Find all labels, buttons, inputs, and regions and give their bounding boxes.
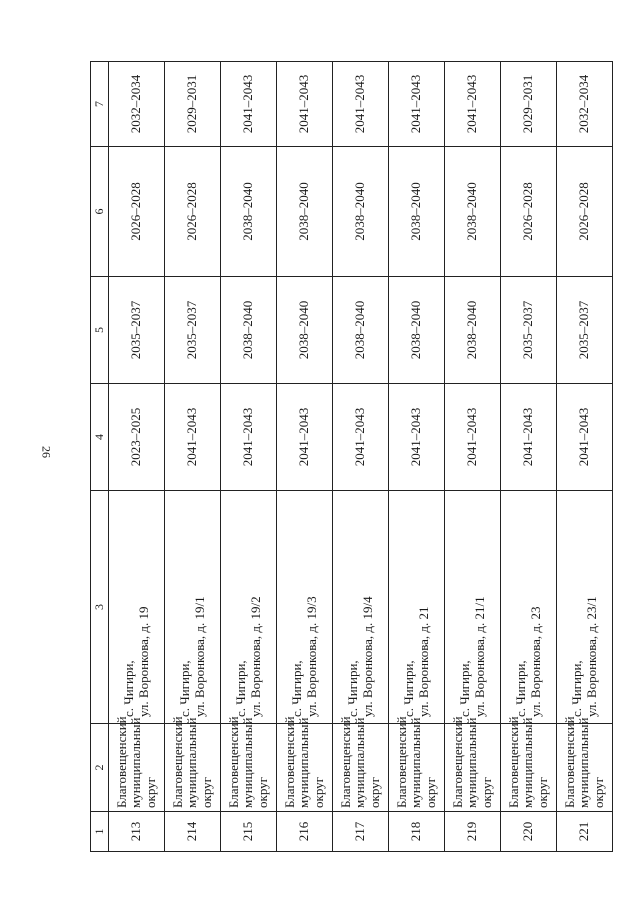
period-col4: 2041–2043 bbox=[389, 384, 445, 491]
schedule-table bbox=[90, 61, 613, 852]
district-cell: Благовещенский муниципальный округ bbox=[501, 724, 557, 812]
period-col6: 2026–2028 bbox=[557, 147, 613, 277]
period-col6: 2038–2040 bbox=[389, 147, 445, 277]
column-header-7: 7 bbox=[91, 62, 109, 147]
table-row bbox=[109, 62, 165, 852]
period-col5: 2038–2040 bbox=[333, 277, 389, 384]
district-cell: Благовещенский муниципальный округ bbox=[333, 724, 389, 812]
district-cell: Благовещенский муниципальный округ bbox=[277, 724, 333, 812]
period-col6: 2026–2028 bbox=[109, 147, 165, 277]
column-header-5: 5 bbox=[91, 277, 109, 384]
period-col5: 2038–2040 bbox=[277, 277, 333, 384]
column-header-4: 4 bbox=[91, 384, 109, 491]
address-cell bbox=[221, 491, 277, 724]
address-locality: с. Чигири, bbox=[344, 660, 360, 717]
period-col7: 2029–2031 bbox=[501, 62, 557, 147]
address-cell bbox=[109, 491, 165, 724]
row-number: 216 bbox=[277, 812, 333, 852]
table-body bbox=[109, 62, 613, 852]
address-street: ул. Воронкова, д. 19/4 bbox=[359, 596, 375, 717]
period-col5: 2035–2037 bbox=[109, 277, 165, 384]
row-number: 221 bbox=[557, 812, 613, 852]
row-number: 213 bbox=[109, 812, 165, 852]
address-cell bbox=[165, 491, 221, 724]
period-col6: 2026–2028 bbox=[165, 147, 221, 277]
district-cell: Благовещенский муниципальный округ bbox=[445, 724, 501, 812]
address-street: ул. Воронкова, д. 21 bbox=[415, 606, 431, 717]
period-col4: 2041–2043 bbox=[333, 384, 389, 491]
address-cell bbox=[277, 491, 333, 724]
period-col7: 2041–2043 bbox=[221, 62, 277, 147]
row-number: 215 bbox=[221, 812, 277, 852]
period-col7: 2041–2043 bbox=[277, 62, 333, 147]
period-col5: 2038–2040 bbox=[445, 277, 501, 384]
period-col7: 2041–2043 bbox=[445, 62, 501, 147]
address-cell bbox=[389, 491, 445, 724]
period-col6: 2038–2040 bbox=[333, 147, 389, 277]
period-col5: 2035–2037 bbox=[557, 277, 613, 384]
period-col7: 2041–2043 bbox=[333, 62, 389, 147]
address-locality: с. Чигири, bbox=[232, 660, 248, 717]
table-row bbox=[445, 62, 501, 852]
address-locality: с. Чигири, bbox=[456, 660, 472, 717]
district-cell: Благовещенский муниципальный округ bbox=[389, 724, 445, 812]
address-locality: с. Чигири, bbox=[176, 660, 192, 717]
table-row bbox=[501, 62, 557, 852]
address-street: ул. Воронкова, д. 19/3 bbox=[303, 596, 319, 717]
period-col5: 2035–2037 bbox=[165, 277, 221, 384]
address-cell bbox=[445, 491, 501, 724]
address-street: ул. Воронкова, д. 23 bbox=[527, 606, 543, 717]
row-number: 217 bbox=[333, 812, 389, 852]
period-col7: 2032–2034 bbox=[557, 62, 613, 147]
period-col4: 2041–2043 bbox=[557, 384, 613, 491]
address-street: ул. Воронкова, д. 21/1 bbox=[471, 596, 487, 717]
period-col4: 2023–2025 bbox=[109, 384, 165, 491]
header-row bbox=[91, 62, 109, 852]
district-cell: Благовещенский муниципальный округ bbox=[221, 724, 277, 812]
column-header-2: 2 bbox=[91, 724, 109, 812]
address-cell bbox=[501, 491, 557, 724]
address-locality: с. Чигири, bbox=[120, 660, 136, 717]
table-row bbox=[165, 62, 221, 852]
table-row bbox=[221, 62, 277, 852]
table-row bbox=[557, 62, 613, 852]
row-number: 220 bbox=[501, 812, 557, 852]
period-col5: 2038–2040 bbox=[221, 277, 277, 384]
address-locality: с. Чигири, bbox=[288, 660, 304, 717]
period-col5: 2038–2040 bbox=[389, 277, 445, 384]
row-number: 214 bbox=[165, 812, 221, 852]
period-col6: 2026–2028 bbox=[501, 147, 557, 277]
period-col4: 2041–2043 bbox=[501, 384, 557, 491]
period-col4: 2041–2043 bbox=[221, 384, 277, 491]
row-number: 218 bbox=[389, 812, 445, 852]
period-col4: 2041–2043 bbox=[165, 384, 221, 491]
period-col7: 2029–2031 bbox=[165, 62, 221, 147]
address-street: ул. Воронкова, д. 19 bbox=[135, 606, 151, 717]
rotated-table-container bbox=[90, 62, 612, 852]
address-street: ул. Воронкова, д. 19/2 bbox=[247, 596, 263, 717]
period-col4: 2041–2043 bbox=[445, 384, 501, 491]
address-cell bbox=[557, 491, 613, 724]
address-street: ул. Воронкова, д. 19/1 bbox=[191, 596, 207, 717]
period-col7: 2032–2034 bbox=[109, 62, 165, 147]
address-locality: с. Чигири, bbox=[568, 660, 584, 717]
period-col6: 2038–2040 bbox=[221, 147, 277, 277]
period-col5: 2035–2037 bbox=[501, 277, 557, 384]
district-cell: Благовещенский муниципальный округ bbox=[165, 724, 221, 812]
table-row bbox=[389, 62, 445, 852]
district-cell: Благовещенский муниципальный округ bbox=[109, 724, 165, 812]
row-number: 219 bbox=[445, 812, 501, 852]
table-row bbox=[277, 62, 333, 852]
column-header-3: 3 bbox=[91, 491, 109, 724]
address-locality: с. Чигири, bbox=[512, 660, 528, 717]
table-row bbox=[333, 62, 389, 852]
address-locality: с. Чигири, bbox=[400, 660, 416, 717]
column-header-1: 1 bbox=[91, 812, 109, 852]
column-header-6: 6 bbox=[91, 147, 109, 277]
period-col7: 2041–2043 bbox=[389, 62, 445, 147]
page-number: 26 bbox=[39, 446, 54, 458]
district-cell: Благовещенский муниципальный округ bbox=[557, 724, 613, 812]
address-street: ул. Воронкова, д. 23/1 bbox=[583, 596, 599, 717]
period-col4: 2041–2043 bbox=[277, 384, 333, 491]
period-col6: 2038–2040 bbox=[445, 147, 501, 277]
address-cell bbox=[333, 491, 389, 724]
period-col6: 2038–2040 bbox=[277, 147, 333, 277]
